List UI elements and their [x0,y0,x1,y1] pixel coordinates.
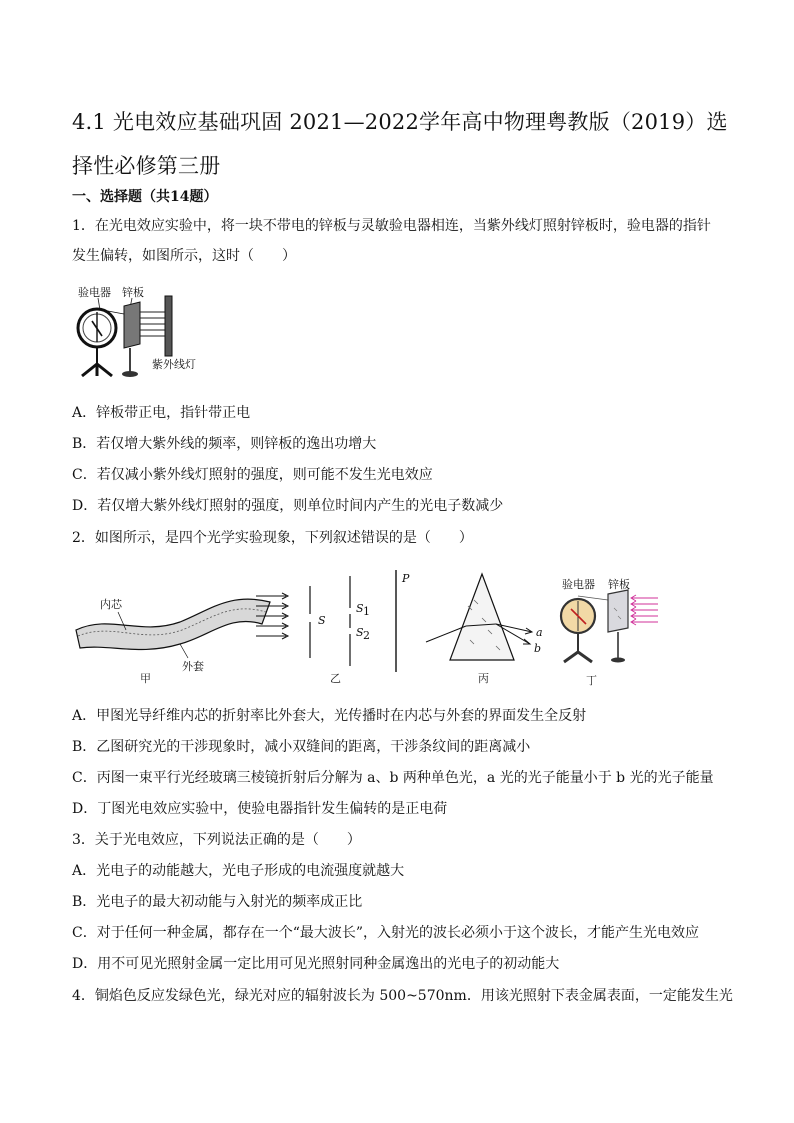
q3-option-c: C．对于任何一种金属，都存在一个“最大波长”，入射光的波长必须小于这个波长，才能产生光电效应 [72,925,700,941]
q3-stem: 3．关于光电效应，下列说法正确的是（ ） [72,832,361,848]
q3-option-b: B．光电子的最大初动能与入射光的频率成正比 [72,894,363,910]
ding-electroscope-label: 验电器 [562,578,595,591]
q4-stem: 4．铜焰色反应发绿色光，绿光对应的辐射波长为 500~570nm．用该光照射下表金属表面，一定能发生光 [72,988,733,1004]
q3-option-d: D．用不可见光照射金属一定比用可见光照射同种金属逸出的光电子的初动能大 [72,956,560,972]
fiber-diagram [76,597,270,685]
section-heading: 一、选择题（共14题） [72,189,218,205]
q1-stem-line2: 发生偏转，如图所示，这时（ ） [72,248,296,264]
q2-option-c: C．丙图一束平行光经玻璃三棱镜折射后分解为 a、b 两种单色光，a 光的光子能量小于 b 光的光子能量 [72,770,714,786]
fiber-core-label: 内芯 [100,598,122,611]
q2-optics-figure [70,566,670,688]
q1-option-c: C．若仅减小紫外线灯照射的强度，则可能不发生光电效应 [72,467,433,483]
q1-label-electroscope: 验电器 [78,286,111,299]
prism-ray-a-label: a [536,626,543,639]
q1-stem-line1: 1．在光电效应实验中，将一块不带电的锌板与灵敏验电器相连，当紫外线灯照射锌板时，验电器的指针 [72,218,711,234]
ding-zinc-plate-label: 锌板 [608,578,630,591]
caption-ding: 丁 [586,674,597,687]
fiber-cladding-label: 外套 [182,660,204,673]
q1-photoelectric-figure [72,284,202,386]
slit-s2-label: S [356,626,364,639]
q1-option-a: A．锌板带正电，指针带正电 [72,405,251,421]
q1-label-uv-lamp: 紫外线灯 [152,358,196,371]
photoelectric-diagram [561,577,658,687]
slit-s1-label: S [356,602,364,615]
q2-option-a: A．甲图光导纤维内芯的折射率比外套大，光传播时在内芯与外套的界面发生全反射 [72,708,587,724]
slit-s-label: S [318,614,326,627]
double-slit-diagram [256,570,410,685]
q2-option-d: D．丁图光电效应实验中，使验电器指针发生偏转的是正电荷 [72,801,448,817]
q1-option-d: D．若仅增大紫外线灯照射的强度，则单位时间内产生的光电子数减少 [72,498,504,514]
q3-option-a: A．光电子的动能越大，光电子形成的电流强度就越大 [72,863,405,879]
caption-yi: 乙 [330,672,341,685]
caption-bing: 丙 [478,672,489,685]
slit-s1-subscript: 1 [363,605,370,618]
q1-option-b: B．若仅增大紫外线的频率，则锌板的逸出功增大 [72,436,377,452]
q1-label-zinc-plate: 锌板 [122,286,144,299]
q2-stem: 2．如图所示，是四个光学实验现象，下列叙述错误的是（ ） [72,530,473,546]
q2-option-b: B．乙图研究光的干涉现象时，减小双缝间的距离，干涉条纹间的距离减小 [72,739,531,755]
prism-diagram [426,574,543,685]
caption-jia: 甲 [140,672,151,685]
page-title: 4.1 光电效应基础巩固 2021—2022学年高中物理粤教版（2019）选择性必修第三册 [72,110,728,178]
screen-p-label: P [402,572,410,585]
prism-ray-b-label: b [534,642,542,655]
slit-s2-subscript: 2 [363,629,370,642]
